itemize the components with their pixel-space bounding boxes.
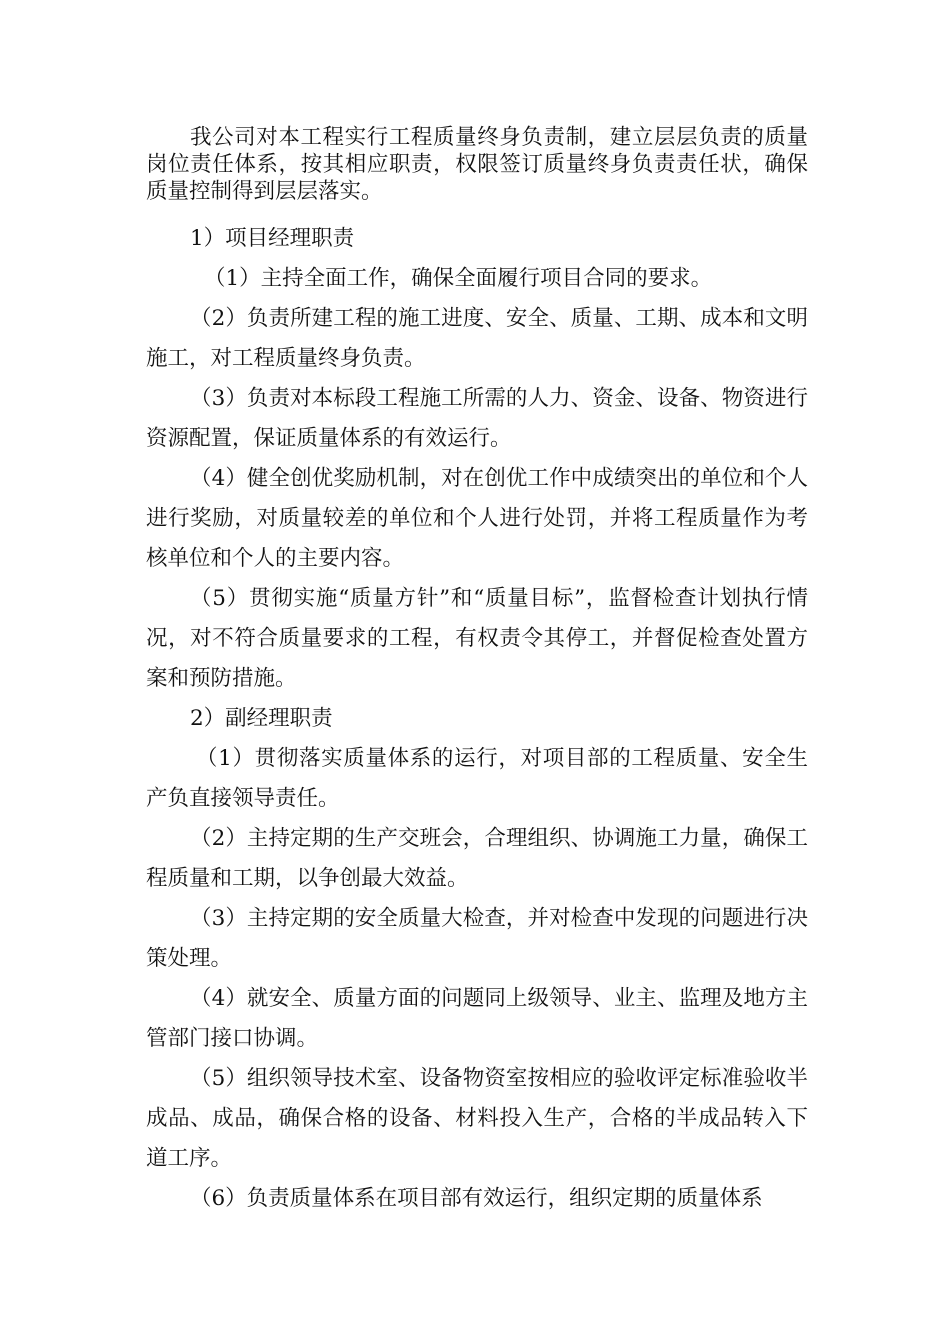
list-item: （5）贯彻实施“质量方针”和“质量目标”，监督检查计划执行情况，对不符合质量要求的工程，有权责令其停工，并督促检查处置方案和预防措施。 [146, 586, 808, 691]
list-item: （6）负责质量体系在项目部有效运行，组织定期的质量体系 [190, 1186, 763, 1211]
list-item: （2）负责所建工程的施工进度、安全、质量、工期、成本和文明施工，对工程质量终身负责。 [146, 306, 808, 371]
section-heading-project-manager: 1）项目经理职责 [190, 226, 355, 251]
list-item: （2）主持定期的生产交班会，合理组织、协调施工力量，确保工程质量和工期，以争创最大效益。 [146, 826, 808, 891]
list-item: （1）主持全面工作，确保全面履行项目合同的要求。 [204, 266, 713, 291]
intro-paragraph: 我公司对本工程实行工程质量终身负责制，建立层层负责的质量岗位责任体系，按其相应职责，权限签订质量终身负责责任状，确保质量控制得到层层落实。 [146, 125, 808, 204]
list-item: （3）负责对本标段工程施工所需的人力、资金、设备、物资进行资源配置，保证质量体系的有效运行。 [146, 386, 808, 451]
list-item: （1）贯彻落实质量体系的运行，对项目部的工程质量、安全生产负直接领导责任。 [146, 746, 808, 811]
list-item: （4）就安全、质量方面的问题同上级领导、业主、监理及地方主管部门接口协调。 [146, 986, 808, 1051]
list-item: （3）主持定期的安全质量大检查，并对检查中发现的问题进行决策处理。 [146, 906, 808, 971]
list-item: （5）组织领导技术室、设备物资室按相应的验收评定标准验收半成品、成品，确保合格的设备、材料投入生产，合格的半成品转入下道工序。 [146, 1066, 808, 1171]
section-heading-deputy-manager: 2）副经理职责 [190, 706, 333, 731]
document-body [146, 124, 808, 1219]
list-item: （4）健全创优奖励机制，对在创优工作中成绩突出的单位和个人进行奖励，对质量较差的单位和个人进行处罚，并将工程质量作为考核单位和个人的主要内容。 [146, 466, 808, 571]
